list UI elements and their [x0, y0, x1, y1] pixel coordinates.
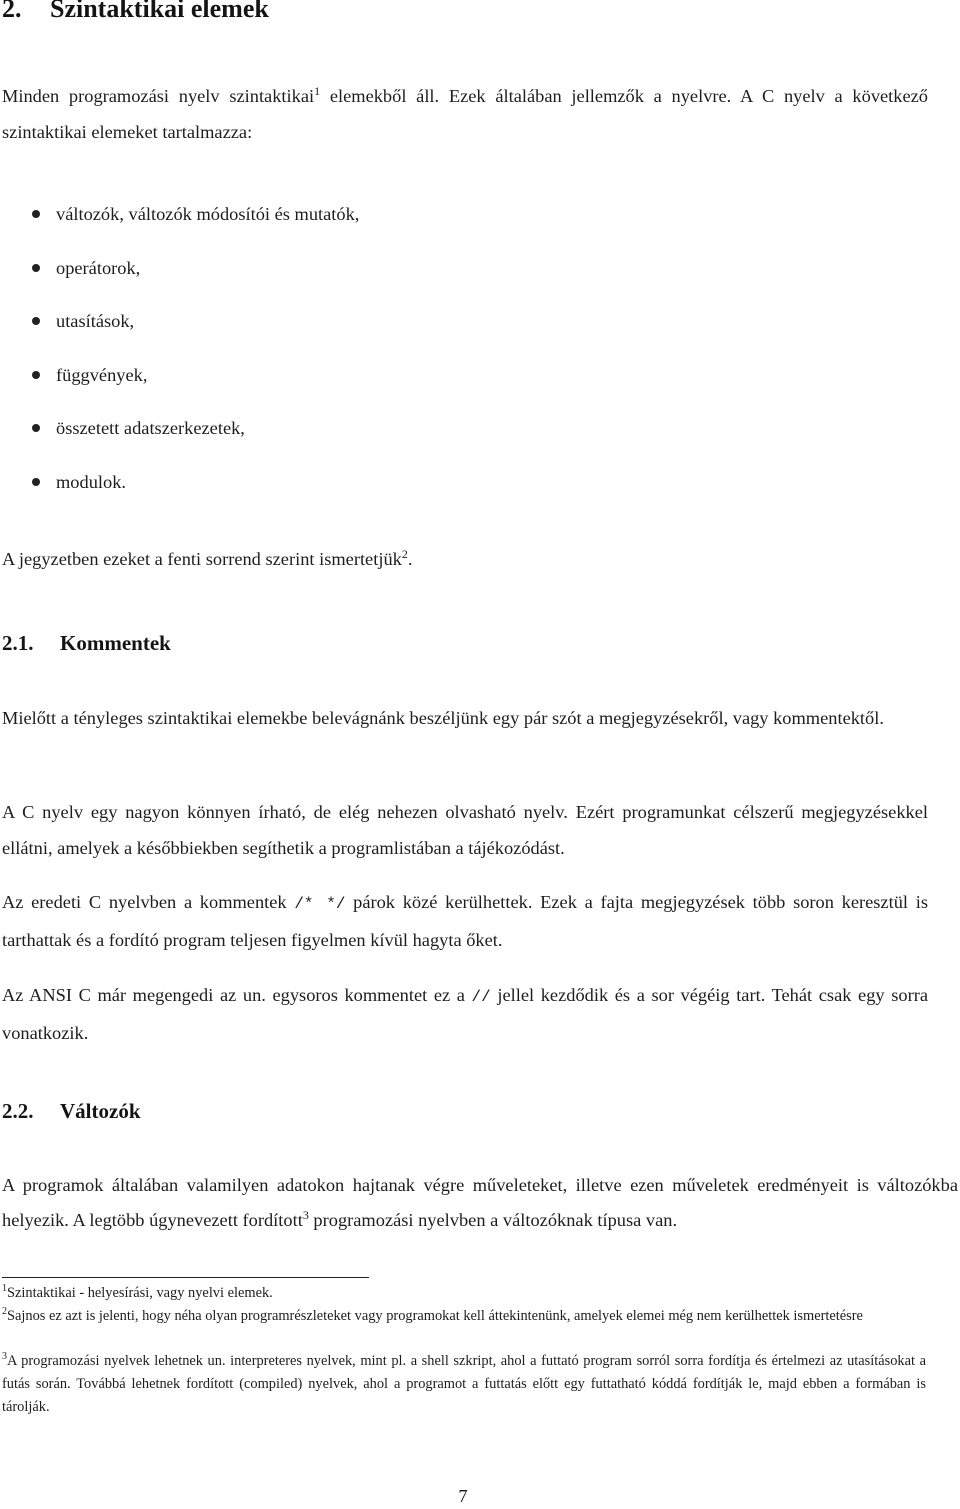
list-item: operátorok,	[0, 250, 600, 286]
bullet-icon	[32, 424, 40, 432]
chapter-title: Szintaktikai elemek	[50, 0, 269, 23]
bullet-icon	[32, 264, 40, 272]
inline-code: /* */	[294, 895, 346, 913]
section-heading-comments	[2, 631, 171, 656]
list-item: változók, változók módosítói és mutatók,	[0, 196, 600, 232]
comments-paragraph-4: Az ANSI C már megengedi az un. egysoros kommentet ez a // jellel kezdődik és a sor végéig tart. Tehát csak egy sorra vonatkozik.	[2, 985, 928, 1043]
intro-text-1: Minden programozási nyelv szintaktikai	[2, 86, 315, 106]
inline-code: //	[471, 988, 491, 1006]
section-number: 2.1.	[2, 631, 34, 655]
footnote-ref-1[interactable]: 1	[314, 83, 321, 98]
footnote-mark: 3	[2, 1351, 7, 1363]
footnote-1: $^1$Szintaktikai - helyesírási, vagy nyelvi elemek.	[2, 1283, 273, 1301]
chapter-number: 2.	[2, 0, 22, 23]
comments-paragraph-1: Mielőtt a tényleges szintaktikai elemekbe belevágnánk beszéljünk egy pár szót a megjegyzésekről, vagy kommentektől.	[2, 708, 884, 728]
order-note: A jegyzetben ezeket a fenti sorrend szerint ismertetjük$^2$.	[2, 546, 413, 569]
list-item: modulok.	[0, 464, 600, 500]
section-number: 2.2.	[2, 1099, 34, 1123]
comments-paragraph-3: Az eredeti C nyelvben a kommentek /* */ párok közé kerülhettek. Ezek a fajta megjegyzések több soron keresztül is tarthattak és a fordító program teljesen figyelmen kívül hagyta őket.	[2, 892, 928, 950]
bullet-icon	[32, 371, 40, 379]
bullet-icon	[32, 317, 40, 325]
list-item: utasítások,	[0, 303, 600, 339]
footnote-divider	[2, 1277, 369, 1278]
section-title: Kommentek	[60, 631, 171, 655]
page-number: 7	[458, 1486, 468, 1506]
bullet-icon	[32, 210, 40, 218]
section-title: Változók	[60, 1099, 141, 1123]
footnote-2: $^2$Sajnos ez azt is jelenti, hogy néha olyan programrészleteket vagy programokat kell áttekintenünk, amelyek elemei még nem kerülhettek ismertetésre	[2, 1306, 863, 1324]
chapter-heading	[2, 0, 269, 24]
footnote-mark: 1	[2, 1283, 7, 1295]
comments-paragraph-2: A C nyelv egy nagyon könnyen írható, de elég nehezen olvasható nyelv. Ezért programunkat célszerű megjegyzésekkel ellátni, amelyek a későbbiekben segíthetik a programlistában a tájékozódást.	[2, 802, 928, 858]
section-heading-variables	[2, 1099, 141, 1124]
intro-paragraph	[2, 78, 928, 150]
footnote-3: $^3$A programozási nyelvek lehetnek un. interpreteres nyelvek, mint pl. a shell szkript, ahol a futtató program sorról sorra fordítja és értelmezi az utasításokat a futás során. Továbbá lehetnek fordított (compiled) nyelvek, ahol a programot a futtatás előtt egy futtatható kóddá fordítják le, majd ebben a formában is tárolják.	[2, 1351, 926, 1415]
syntax-elements-list	[0, 196, 600, 517]
intro-text-2: elemekből áll. Ezek általában jellemzők a nyelvre. A C nyelv a következő szintaktikai elemeket tartalmazza:	[2, 86, 928, 142]
footnote-ref-2[interactable]: 2	[401, 546, 408, 561]
footnote-ref-3[interactable]: 3	[302, 1207, 309, 1222]
list-item: függvények,	[0, 357, 600, 393]
footnote-mark: 2	[2, 1306, 7, 1318]
list-item: összetett adatszerkezetek,	[0, 410, 600, 446]
bullet-icon	[32, 478, 40, 486]
variables-paragraph: A programok általában valamilyen adatokon hajtanak végre műveleteket, illetve ezen műveletek eredményeit is változókba helyezik. A legtöbb úgynevezett fordított$^3$ programozási nyelvben a változóknak típusa van.	[2, 1175, 958, 1230]
